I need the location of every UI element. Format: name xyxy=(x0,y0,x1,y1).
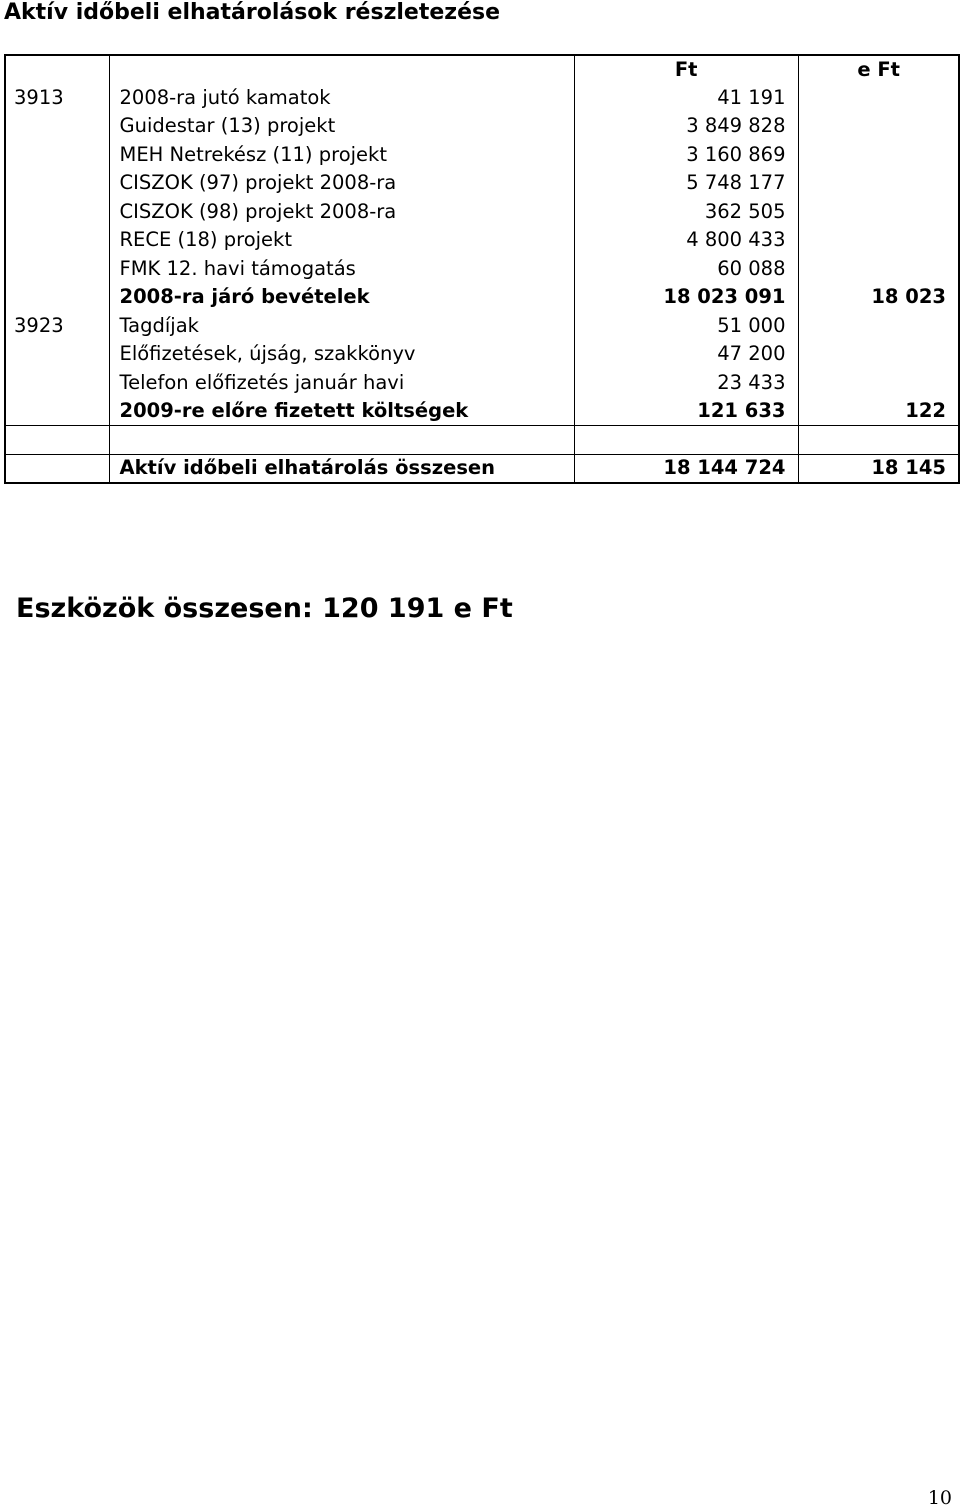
subtotal-row xyxy=(5,283,959,312)
row-code xyxy=(5,397,109,426)
row-ft-value: 362 505 xyxy=(574,198,798,227)
table-row xyxy=(5,340,959,369)
accruals-table xyxy=(4,54,960,484)
row-description: Tagdíjak xyxy=(109,312,574,341)
row-ft-value: 60 088 xyxy=(574,255,798,284)
assets-total-summary: Eszközök összesen: 120 191 e Ft xyxy=(16,593,513,624)
row-description: Guidestar (13) projekt xyxy=(109,112,574,141)
row-eft-value xyxy=(798,84,959,113)
row-code xyxy=(5,255,109,284)
row-eft-value: 18 145 xyxy=(798,454,959,483)
row-code xyxy=(5,198,109,227)
row-eft-value xyxy=(798,198,959,227)
row-code xyxy=(5,283,109,312)
row-ft-value: 51 000 xyxy=(574,312,798,341)
row-code xyxy=(5,426,109,455)
header-eft: e Ft xyxy=(798,55,959,84)
table-row xyxy=(5,255,959,284)
row-code xyxy=(5,169,109,198)
page-title: Aktív időbeli elhatárolások részletezése xyxy=(4,0,501,25)
row-code: 3923 xyxy=(5,312,109,341)
row-description: 2009-re előre fizetett költségek xyxy=(109,397,574,426)
row-ft-value: 3 849 828 xyxy=(574,112,798,141)
empty-row xyxy=(5,426,959,455)
row-eft-value: 18 023 xyxy=(798,283,959,312)
row-code xyxy=(5,141,109,170)
row-eft-value xyxy=(798,141,959,170)
row-description: Aktív időbeli elhatárolás összesen xyxy=(109,454,574,483)
table-row xyxy=(5,112,959,141)
row-ft-value: 47 200 xyxy=(574,340,798,369)
row-code: 3913 xyxy=(5,84,109,113)
row-ft-value: 3 160 869 xyxy=(574,141,798,170)
row-description: MEH Netrekész (11) projekt xyxy=(109,141,574,170)
row-eft-value xyxy=(798,169,959,198)
row-code xyxy=(5,369,109,398)
row-ft-value xyxy=(574,426,798,455)
row-eft-value xyxy=(798,112,959,141)
table-row xyxy=(5,169,959,198)
row-eft-value xyxy=(798,426,959,455)
row-description: CISZOK (97) projekt 2008-ra xyxy=(109,169,574,198)
row-ft-value: 121 633 xyxy=(574,397,798,426)
row-description: 2008-ra járó bevételek xyxy=(109,283,574,312)
row-ft-value: 18 023 091 xyxy=(574,283,798,312)
page-number: 10 xyxy=(927,1487,952,1509)
row-code xyxy=(5,340,109,369)
row-ft-value: 18 144 724 xyxy=(574,454,798,483)
row-description: Telefon előfizetés január havi xyxy=(109,369,574,398)
total-row xyxy=(5,454,959,483)
row-eft-value: 122 xyxy=(798,397,959,426)
row-eft-value xyxy=(798,226,959,255)
header-description xyxy=(109,55,574,84)
row-eft-value xyxy=(798,255,959,284)
table-row xyxy=(5,226,959,255)
row-code xyxy=(5,454,109,483)
row-code xyxy=(5,226,109,255)
table-row xyxy=(5,84,959,113)
row-description: Előfizetések, újság, szakkönyv xyxy=(109,340,574,369)
row-eft-value xyxy=(798,369,959,398)
table-row xyxy=(5,312,959,341)
table-row xyxy=(5,369,959,398)
table-row xyxy=(5,141,959,170)
row-description: RECE (18) projekt xyxy=(109,226,574,255)
row-description: 2008-ra jutó kamatok xyxy=(109,84,574,113)
row-ft-value: 4 800 433 xyxy=(574,226,798,255)
table-header-row xyxy=(5,55,959,84)
subtotal-row xyxy=(5,397,959,426)
row-ft-value: 41 191 xyxy=(574,84,798,113)
row-description: FMK 12. havi támogatás xyxy=(109,255,574,284)
row-description xyxy=(109,426,574,455)
row-eft-value xyxy=(798,312,959,341)
row-description: CISZOK (98) projekt 2008-ra xyxy=(109,198,574,227)
header-code xyxy=(5,55,109,84)
row-eft-value xyxy=(798,340,959,369)
row-code xyxy=(5,112,109,141)
row-ft-value: 23 433 xyxy=(574,369,798,398)
row-ft-value: 5 748 177 xyxy=(574,169,798,198)
header-ft: Ft xyxy=(574,55,798,84)
table-row xyxy=(5,198,959,227)
